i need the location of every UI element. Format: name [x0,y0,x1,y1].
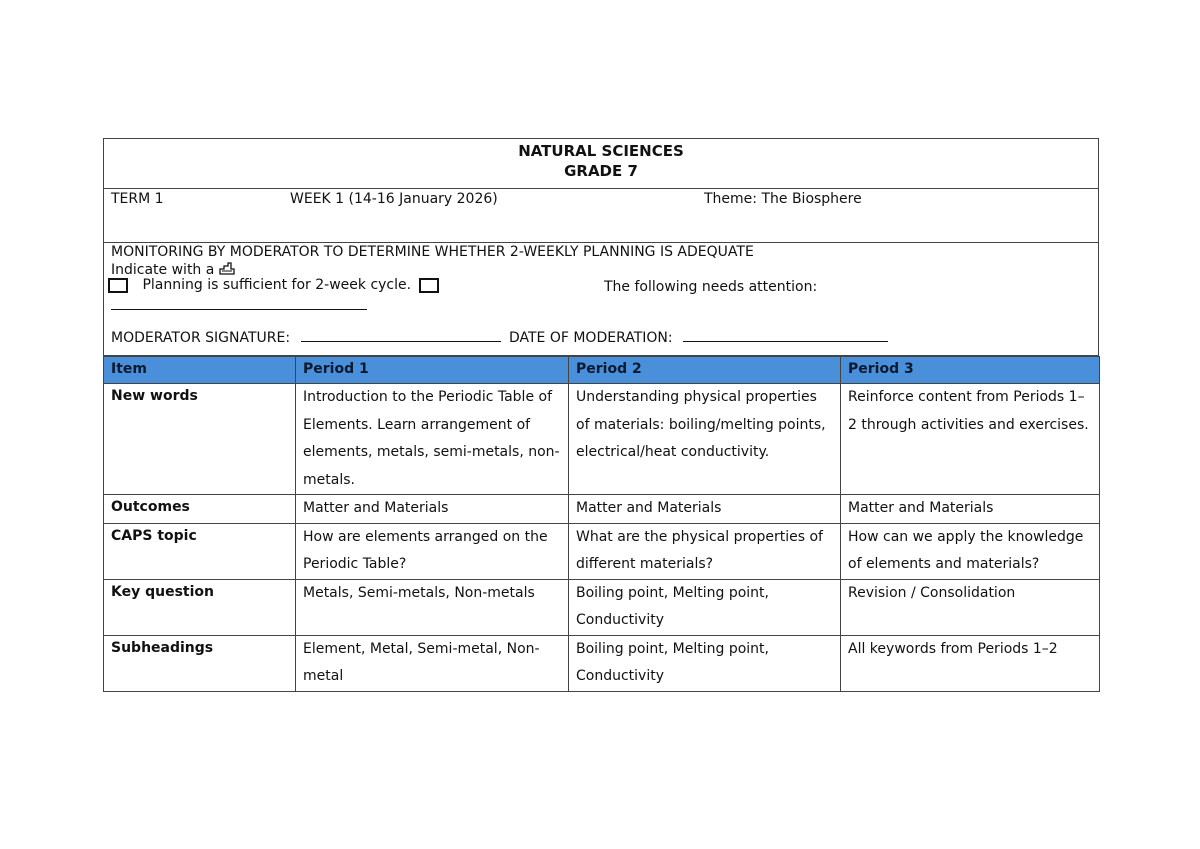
moderation-block [103,243,1099,356]
attention-checkbox[interactable] [419,278,439,293]
table-row [104,495,1100,524]
title-block [103,138,1099,189]
row-item: Key question [104,579,296,635]
row-period-1: Metals, Semi-metals, Non-metals [296,579,569,635]
week-label: WEEK 1 (14-16 January 2026) [290,191,498,207]
attention-text: The following needs attention: [604,279,818,295]
header-period-2: Period 2 [569,357,841,384]
signature-field[interactable] [301,341,501,342]
table-row [104,635,1100,691]
header-period-3: Period 3 [841,357,1100,384]
moderation-heading: MONITORING BY MODERATOR TO DETERMINE WHETHER 2-WEEKLY PLANNING IS ADEQUATE [111,244,754,260]
header-item: Item [104,357,296,384]
row-period-1: Matter and Materials [296,495,569,524]
term-row [103,189,1099,243]
grade-title: GRADE 7 [564,162,638,180]
hand-pointer-icon [219,261,235,275]
row-period-2: Matter and Materials [569,495,841,524]
indicate-text: Indicate with a [111,262,215,278]
row-period-2: Boiling point, Melting point, Conductivity [569,635,841,691]
table-row [104,384,1100,495]
sufficient-text: Planning is sufficient for 2-week cycle. [142,277,412,293]
row-item: Outcomes [104,495,296,524]
row-period-3: Revision / Consolidation [841,579,1100,635]
term-label: TERM 1 [111,191,164,207]
planning-table [103,356,1100,692]
row-period-3: How can we apply the knowledge of elements and materials? [841,523,1100,579]
signature-line [111,330,888,346]
row-period-1: Element, Metal, Semi-metal, Non-metal [296,635,569,691]
row-period-2: What are the physical properties of different materials? [569,523,841,579]
header-period-1: Period 1 [296,357,569,384]
row-period-2: Understanding physical properties of materials: boiling/melting points, electrical/heat conductivity. [569,384,841,495]
sufficient-line [108,277,439,293]
row-period-3: All keywords from Periods 1–2 [841,635,1100,691]
row-period-1: How are elements arranged on the Periodic Table? [296,523,569,579]
attention-notes-line[interactable] [111,309,367,310]
subject-title: NATURAL SCIENCES [518,142,684,160]
table-header-row [104,357,1100,384]
row-period-3: Reinforce content from Periods 1–2 through activities and exercises. [841,384,1100,495]
row-period-2: Boiling point, Melting point, Conductivity [569,579,841,635]
sufficient-checkbox[interactable] [108,278,128,293]
planning-document [103,138,1099,692]
row-period-1: Introduction to the Periodic Table of Elements. Learn arrangement of elements, metals, semi-metals, non-metals. [296,384,569,495]
row-item: Subheadings [104,635,296,691]
row-item: CAPS topic [104,523,296,579]
signature-label: MODERATOR SIGNATURE: [111,330,291,346]
row-period-3: Matter and Materials [841,495,1100,524]
indicate-line [111,261,235,278]
date-field[interactable] [683,341,888,342]
theme-label: Theme: The Biosphere [704,191,862,207]
table-row [104,523,1100,579]
table-row [104,579,1100,635]
row-item: New words [104,384,296,495]
date-label: DATE OF MODERATION: [508,330,673,346]
